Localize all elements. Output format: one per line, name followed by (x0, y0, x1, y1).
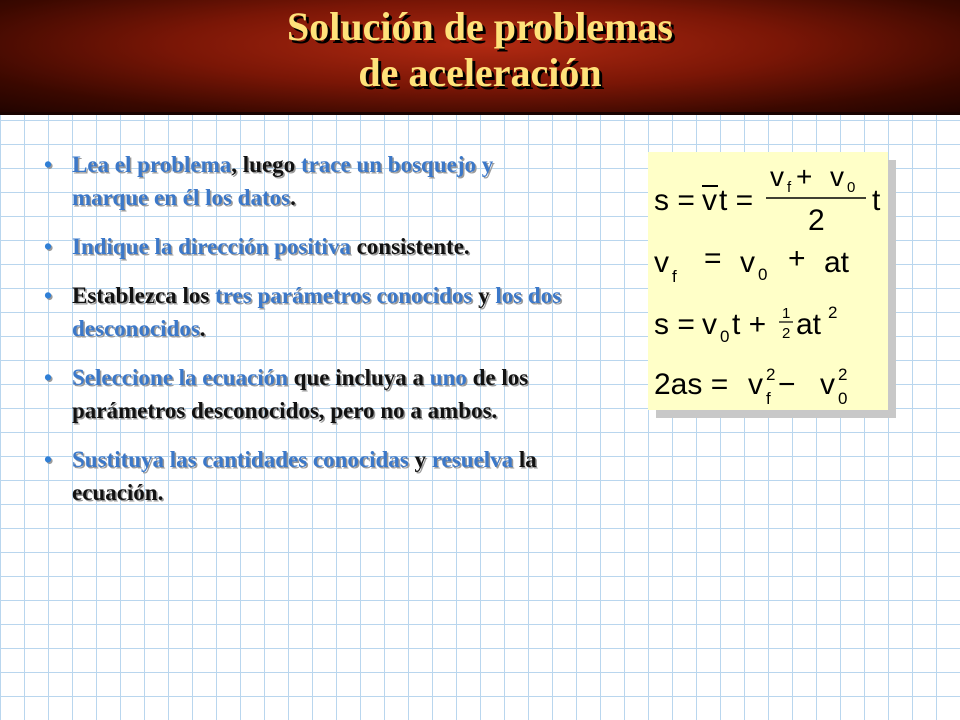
eq3-at: at (796, 308, 822, 341)
bullet-item (42, 148, 572, 214)
eq4-sub-f: f (766, 389, 771, 408)
title-banner (0, 0, 960, 115)
slide-title (0, 4, 960, 96)
bullet-list (42, 148, 572, 525)
bullet-highlight-text: Lea el problema (72, 152, 232, 177)
eq3-v0: v (702, 308, 717, 341)
title-line-2: de aceleración (358, 50, 602, 95)
eq4-sup-0: 2 (838, 365, 848, 384)
eq2-sub-0: 0 (758, 265, 768, 284)
eq2-plus: + (788, 242, 806, 275)
bullet-dot-icon: • (44, 283, 53, 308)
bullet-highlight-text: trace un bosquejo y marque en él los datos (72, 152, 494, 210)
eq2-at: at (824, 246, 850, 279)
eq3-t: t + (732, 308, 767, 341)
eq1-vbar: v (702, 184, 717, 217)
bullet-highlight-text: Sustituya las cantidades conocidas (72, 447, 409, 472)
bullet-dot-icon: • (44, 365, 53, 390)
bullet-item (42, 443, 572, 509)
eq1-num-v0: v (830, 161, 844, 192)
bullet-dot-icon: • (44, 234, 53, 259)
bullet-highlight-text: tres parámetros conocidos (215, 283, 473, 308)
bullet-text: la ecuación. (72, 447, 537, 505)
bullet-dot-icon: • (44, 152, 53, 177)
bullet-highlight-text: Seleccione la ecuación (72, 365, 288, 390)
bullet-text: consistente. (356, 234, 470, 259)
bullet-text: . (199, 316, 206, 341)
eq1-num-sub-0: 0 (847, 179, 856, 196)
equation-2 (654, 242, 850, 286)
bullet-highlight-text: resuelva (431, 447, 514, 472)
eq1-mid: t = (719, 184, 754, 217)
eq1-num-vf: v (770, 161, 784, 192)
eq4-lhs: 2as = (654, 368, 729, 401)
bullet-text: de los parámetros desconocidos, pero no a ambos. (72, 365, 529, 423)
bullet-text: . (290, 185, 296, 210)
eq1-num-plus: + (796, 161, 813, 192)
equation-4 (654, 365, 847, 408)
eq1-tail: t (872, 184, 881, 217)
bullet-highlight-text: Indique la dirección positiva (72, 234, 357, 259)
eq3-half-den: 2 (782, 325, 791, 342)
bullet-text: y (408, 447, 432, 472)
eq4-v0: v (820, 368, 835, 401)
eq3-sup: 2 (828, 303, 838, 322)
bullet-highlight-text: uno (429, 365, 467, 390)
bullet-dot-icon: • (44, 447, 53, 472)
title-line-1: Solución de problemas (287, 4, 673, 49)
bullet-text: y (472, 283, 496, 308)
equation-1 (654, 161, 881, 237)
bullet-text: , luego (231, 152, 301, 177)
eq1-lhs: s = (654, 184, 695, 217)
bullet-text: que incluya a (287, 365, 430, 390)
eq3-half-num: 1 (782, 305, 791, 322)
eq2-eq: = (704, 242, 722, 275)
bullet-item (42, 279, 572, 345)
eq1-num-sub-f: f (787, 179, 792, 196)
bullet-highlight-text: los dos desconocidos (72, 283, 562, 341)
eq4-sub-0: 0 (838, 389, 848, 408)
equation-3 (654, 303, 837, 346)
bullet-item (42, 361, 572, 427)
eq3-sub-0: 0 (720, 327, 730, 346)
eq3-lhs: s = (654, 308, 695, 341)
equation-box (648, 152, 888, 410)
bullet-text: Establezca los (72, 283, 216, 308)
bullet-item (42, 230, 572, 263)
eq4-sup-f: 2 (766, 365, 776, 384)
eq2-vf: v (654, 246, 669, 279)
eq4-minus: − (778, 368, 796, 401)
eq2-v0: v (740, 246, 755, 279)
eq4-vf: v (748, 368, 763, 401)
eq2-sub-f: f (672, 267, 677, 286)
eq1-denominator: 2 (808, 204, 825, 237)
equations-svg (648, 152, 888, 410)
